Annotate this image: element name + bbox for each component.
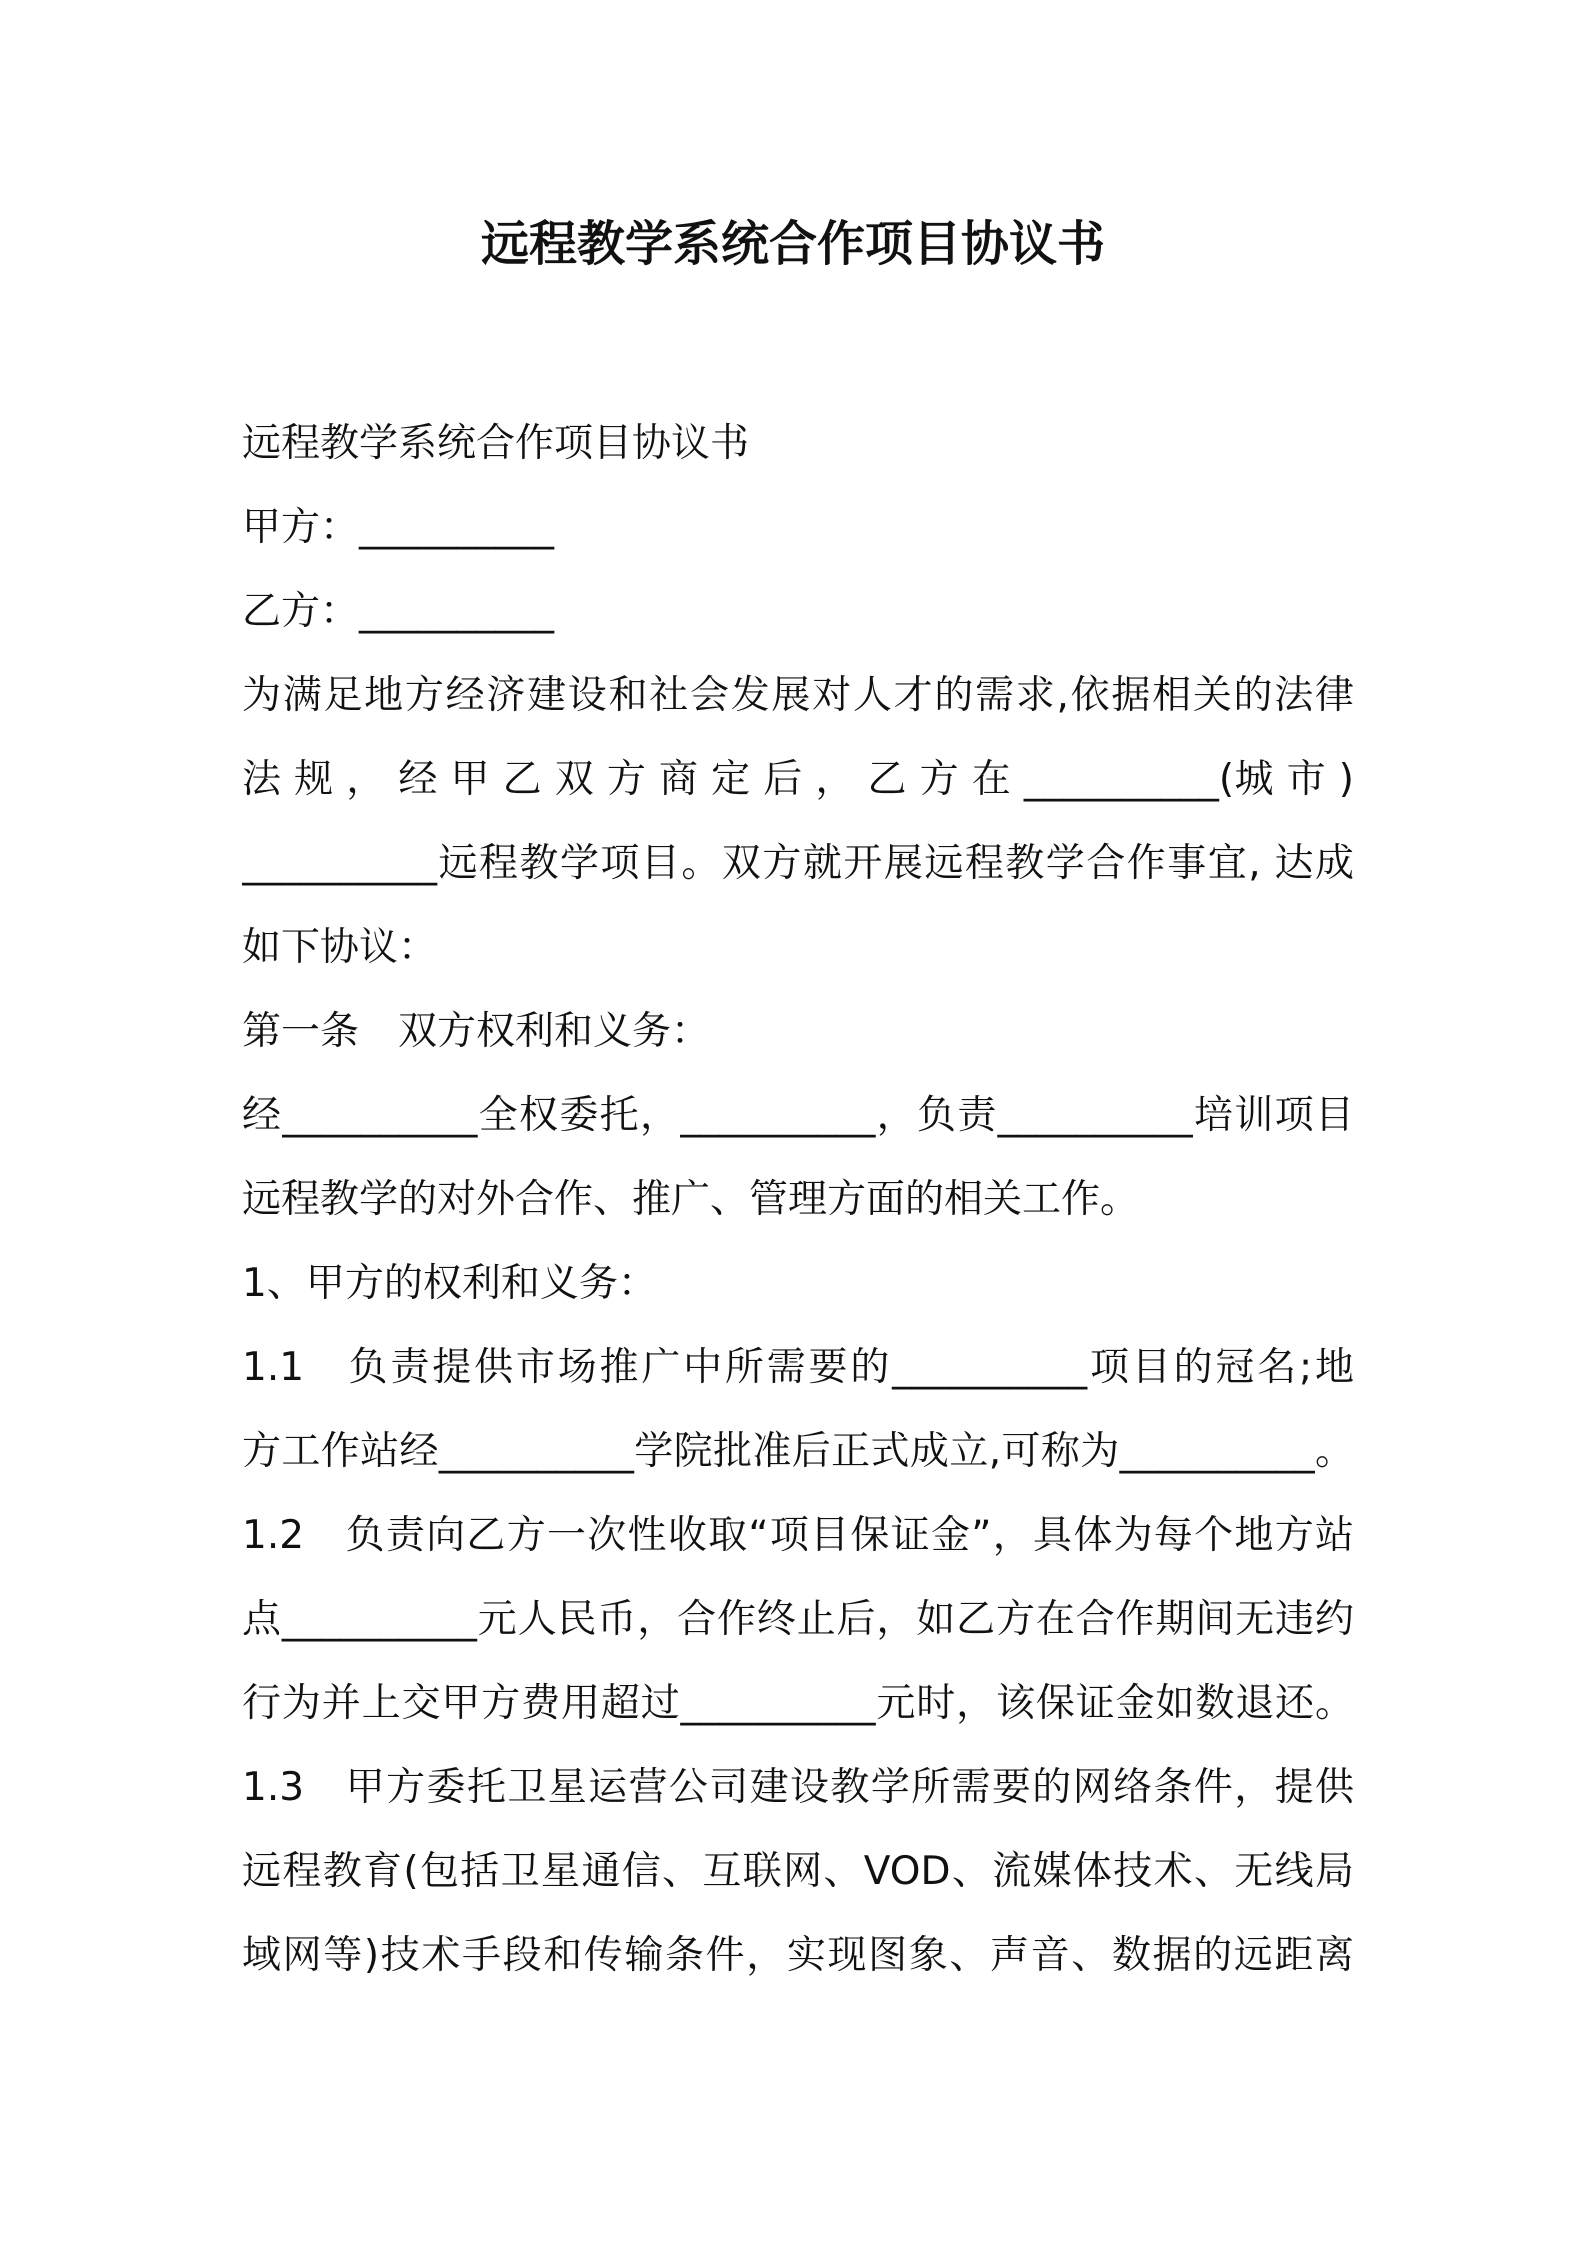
clause-line: 1.2 负责向乙方一次性收取“项目保证金”，具体为每个地方站 (242, 1513, 1354, 1558)
body-subtitle: 远程教学系统合作项目协议书 (242, 421, 750, 466)
paragraph-line: 法 规 ， 经 甲 乙 双 方 商 定 后 ， 乙 方 在 __________(城 市 ) (242, 757, 1354, 802)
clause-line: 1.1 负责提供市场推广中所需要的__________项目的冠名;地 (242, 1345, 1354, 1390)
paragraph-line: 经__________全权委托，__________，负责__________培训项目 (242, 1093, 1354, 1138)
document-body (242, 402, 1354, 1998)
clause-line: 远程教育(包括卫星通信、互联网、VOD、流媒体技术、无线局 (242, 1849, 1354, 1894)
paragraph-line: __________远程教学项目。双方就开展远程教学合作事宜, 达成 (242, 841, 1354, 886)
party-b-line: 乙方：__________ (242, 589, 555, 634)
clause-line: 点__________元人民币，合作终止后，如乙方在合作期间无违约 (242, 1597, 1354, 1642)
clause-line: 域网等)技术手段和传输条件，实现图象、声音、数据的远距离 (242, 1933, 1354, 1978)
party-a-line: 甲方：__________ (242, 505, 555, 550)
article-heading: 第一条 双方权利和义务： (242, 1009, 711, 1054)
document-title: 远程教学系统合作项目协议书 (480, 216, 1105, 272)
paragraph-line: 远程教学的对外合作、推广、管理方面的相关工作。 (242, 1177, 1140, 1222)
section-heading: 1、甲方的权利和义务： (242, 1261, 657, 1306)
paragraph-line: 如下协议： (242, 925, 438, 970)
clause-line: 1.3 甲方委托卫星运营公司建设教学所需要的网络条件，提供 (242, 1765, 1354, 1810)
clause-line: 行为并上交甲方费用超过__________元时，该保证金如数退还。 (242, 1681, 1354, 1726)
clause-line: 方工作站经__________学院批准后正式成立,可称为__________。 (242, 1429, 1354, 1474)
paragraph-line: 为满足地方经济建设和社会发展对人才的需求,依据相关的法律 (242, 673, 1354, 718)
